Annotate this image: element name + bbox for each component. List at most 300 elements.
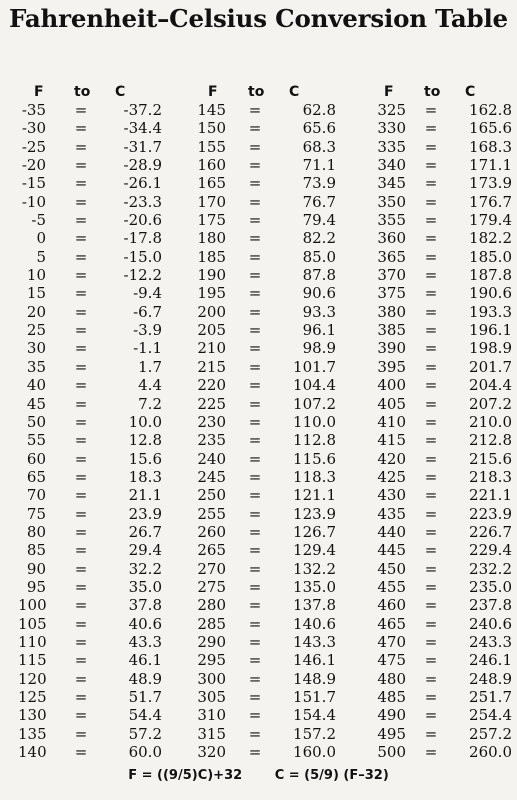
table-row [192,615,342,633]
equals-sign: = [248,321,262,340]
table-row [18,321,168,339]
equals-sign: = [424,357,438,376]
equals-sign: = [424,596,438,615]
table-row [368,688,517,706]
table-row [368,505,517,523]
header-c: C [289,84,300,100]
fahrenheit-value: 425 [377,467,406,486]
table-row [368,266,517,284]
fahrenheit-value: 70 [26,486,46,505]
celsius-value: 135.0 [293,577,336,596]
equals-sign: = [424,559,438,578]
fahrenheit-value: 75 [26,504,46,523]
conversion-rows [18,101,168,761]
celsius-value: 68.3 [302,137,336,156]
fahrenheit-value: 490 [377,706,406,725]
table-row [18,284,168,302]
fahrenheit-value: 220 [197,376,226,395]
table-row [368,229,517,247]
celsius-value: 207.2 [469,394,512,413]
celsius-value: 173.9 [469,174,512,193]
celsius-value: 243.3 [469,632,512,651]
fahrenheit-value: 245 [197,467,226,486]
header-to: to [74,84,91,100]
equals-sign: = [74,174,88,193]
equals-sign: = [74,559,88,578]
equals-sign: = [74,137,88,156]
table-row [18,211,168,229]
fahrenheit-value: 0 [36,229,46,248]
fahrenheit-value: 160 [197,156,226,175]
equals-sign: = [248,449,262,468]
fahrenheit-value: 20 [26,302,46,321]
fahrenheit-value: -25 [21,137,46,156]
fahrenheit-value: -10 [21,192,46,211]
celsius-value: 98.9 [302,339,336,358]
fahrenheit-value: -15 [21,174,46,193]
fahrenheit-value: 175 [197,211,226,230]
table-row [368,101,517,119]
table-row [192,541,342,559]
celsius-value: 165.6 [469,119,512,138]
equals-sign: = [248,192,262,211]
celsius-value: 248.9 [469,669,512,688]
fahrenheit-value: 105 [18,614,47,633]
equals-sign: = [248,211,262,230]
celsius-value: 204.4 [469,376,512,395]
equals-sign: = [74,743,88,762]
fahrenheit-value: 310 [197,706,226,725]
celsius-value: 65.6 [302,119,336,138]
celsius-value: 218.3 [469,467,512,486]
equals-sign: = [248,614,262,633]
fahrenheit-value: 65 [26,467,46,486]
table-row [18,358,168,376]
fahrenheit-value: 115 [18,651,47,670]
equals-sign: = [74,321,88,340]
table-row [368,248,517,266]
equals-sign: = [74,467,88,486]
fahrenheit-value: -5 [31,211,46,230]
fahrenheit-value: 360 [377,229,406,248]
celsius-value: -34.4 [123,119,162,138]
table-row [368,578,517,596]
celsius-value: 7.2 [138,394,162,413]
fahrenheit-value: 460 [377,596,406,615]
fahrenheit-value: 50 [26,412,46,431]
table-row [18,486,168,504]
equals-sign: = [248,156,262,175]
celsius-value: 215.6 [469,449,512,468]
fahrenheit-value: 130 [18,706,47,725]
celsius-value: 110.0 [293,412,336,431]
equals-sign: = [248,101,262,119]
table-row [18,633,168,651]
table-row [368,413,517,431]
fahrenheit-value: 315 [197,724,226,743]
fahrenheit-value: 485 [377,688,406,706]
table-row [192,284,342,302]
celsius-value: 76.7 [302,192,336,211]
equals-sign: = [74,504,88,523]
conversion-column-2 [192,84,342,761]
celsius-value: -9.4 [133,284,162,303]
fahrenheit-value: 185 [197,247,226,266]
conversion-column-3 [368,84,517,761]
celsius-value: 198.9 [469,339,512,358]
celsius-value: 21.1 [128,486,162,505]
equals-sign: = [424,137,438,156]
equals-sign: = [424,669,438,688]
celsius-value: 168.3 [469,137,512,156]
table-row [192,321,342,339]
celsius-value: -3.9 [133,321,162,340]
column-header [18,84,168,101]
fahrenheit-value: 155 [197,137,226,156]
fahrenheit-value: -35 [21,101,46,119]
table-row [18,706,168,724]
fahrenheit-value: 290 [197,632,226,651]
fahrenheit-value: 395 [377,357,406,376]
equals-sign: = [248,688,262,706]
celsius-value: 251.7 [469,688,512,706]
fahrenheit-value: 285 [197,614,226,633]
table-row [192,193,342,211]
table-row [368,156,517,174]
celsius-value: 257.2 [469,724,512,743]
equals-sign: = [74,247,88,266]
equals-sign: = [248,559,262,578]
celsius-value: 73.9 [302,174,336,193]
celsius-value: 121.1 [293,486,336,505]
fahrenheit-value: 370 [377,266,406,285]
celsius-value: 146.1 [293,651,336,670]
table-row [192,596,342,614]
celsius-value: 179.4 [469,211,512,230]
fahrenheit-value: 380 [377,302,406,321]
fahrenheit-value: 270 [197,559,226,578]
celsius-value: -37.2 [123,101,162,119]
equals-sign: = [248,486,262,505]
celsius-value: 40.6 [128,614,162,633]
fahrenheit-value: 215 [197,357,226,376]
equals-sign: = [248,376,262,395]
equals-sign: = [74,192,88,211]
fahrenheit-value: 300 [197,669,226,688]
celsius-value: -6.7 [133,302,162,321]
conversion-column-1 [18,84,168,761]
fahrenheit-value: 240 [197,449,226,468]
fahrenheit-value: 500 [377,743,406,762]
equals-sign: = [248,266,262,285]
fahrenheit-value: 445 [377,541,406,560]
fahrenheit-value: 375 [377,284,406,303]
equals-sign: = [74,541,88,560]
equals-sign: = [424,266,438,285]
table-row [192,138,342,156]
column-header [192,84,342,101]
table-row [18,119,168,137]
fahrenheit-value: 295 [197,651,226,670]
celsius-value: 223.9 [469,504,512,523]
celsius-value: 85.0 [302,247,336,266]
fahrenheit-value: 10 [26,266,46,285]
celsius-value: 237.8 [469,596,512,615]
equals-sign: = [74,614,88,633]
table-row [192,725,342,743]
fahrenheit-value: 495 [377,724,406,743]
equals-sign: = [248,541,262,560]
celsius-value: 123.9 [293,504,336,523]
table-row [18,523,168,541]
conversion-rows [192,101,342,761]
equals-sign: = [74,266,88,285]
header-to: to [248,84,265,100]
header-f: F [34,84,44,100]
fahrenheit-value: 260 [197,522,226,541]
fahrenheit-value: 235 [197,431,226,450]
celsius-value: 126.7 [293,522,336,541]
table-row [18,229,168,247]
equals-sign: = [248,431,262,450]
equals-sign: = [248,743,262,762]
celsius-value: 132.2 [293,559,336,578]
fahrenheit-value: 415 [377,431,406,450]
table-row [18,395,168,413]
formula-c-from-f: C = (5/9) (F–32) [274,768,389,783]
table-row [18,339,168,357]
fahrenheit-value: 230 [197,412,226,431]
fahrenheit-value: 145 [197,101,226,119]
header-f: F [208,84,218,100]
celsius-value: 18.3 [128,467,162,486]
table-row [192,119,342,137]
table-row [192,486,342,504]
celsius-value: 82.2 [302,229,336,248]
celsius-value: -12.2 [123,266,162,285]
equals-sign: = [74,119,88,138]
fahrenheit-value: 90 [26,559,46,578]
conversion-rows [368,101,517,761]
table-row [368,615,517,633]
fahrenheit-value: 60 [26,449,46,468]
equals-sign: = [74,376,88,395]
page-title: Fahrenheit–Celsius Conversion Table [9,4,508,33]
celsius-value: 118.3 [293,467,336,486]
celsius-value: 51.7 [128,688,162,706]
table-row [192,468,342,486]
table-row [18,303,168,321]
table-row [18,101,168,119]
celsius-value: 151.7 [293,688,336,706]
equals-sign: = [424,376,438,395]
fahrenheit-value: 305 [197,688,226,706]
equals-sign: = [248,522,262,541]
table-row [368,743,517,761]
celsius-value: 129.4 [293,541,336,560]
table-row [192,743,342,761]
celsius-value: 4.4 [138,376,162,395]
table-row [18,376,168,394]
fahrenheit-value: -20 [21,156,46,175]
equals-sign: = [74,632,88,651]
table-row [368,651,517,669]
table-row [18,688,168,706]
equals-sign: = [424,614,438,633]
table-row [18,193,168,211]
table-row [368,119,517,137]
celsius-value: 62.8 [302,101,336,119]
equals-sign: = [424,541,438,560]
fahrenheit-value: 275 [197,577,226,596]
table-row [368,138,517,156]
equals-sign: = [248,669,262,688]
equals-sign: = [74,522,88,541]
table-row [368,321,517,339]
celsius-value: 226.7 [469,522,512,541]
celsius-value: 260.0 [469,743,512,762]
equals-sign: = [74,156,88,175]
table-row [192,358,342,376]
table-row [192,248,342,266]
equals-sign: = [74,357,88,376]
equals-sign: = [248,412,262,431]
equals-sign: = [424,302,438,321]
fahrenheit-value: 45 [26,394,46,413]
equals-sign: = [424,321,438,340]
equals-sign: = [424,339,438,358]
equals-sign: = [424,688,438,706]
table-row [18,615,168,633]
table-row [368,376,517,394]
equals-sign: = [424,651,438,670]
table-row [368,450,517,468]
equals-sign: = [248,706,262,725]
celsius-value: 137.8 [293,596,336,615]
equals-sign: = [424,156,438,175]
fahrenheit-value: 420 [377,449,406,468]
fahrenheit-value: 365 [377,247,406,266]
equals-sign: = [424,192,438,211]
table-row [368,395,517,413]
fahrenheit-value: 450 [377,559,406,578]
celsius-value: 162.8 [469,101,512,119]
celsius-value: 37.8 [128,596,162,615]
table-row [192,633,342,651]
celsius-value: 10.0 [128,412,162,431]
celsius-value: -15.0 [123,247,162,266]
equals-sign: = [74,724,88,743]
table-row [192,688,342,706]
table-row [192,450,342,468]
table-row [368,431,517,449]
table-row [368,486,517,504]
celsius-value: 193.3 [469,302,512,321]
fahrenheit-value: 455 [377,577,406,596]
celsius-value: 93.3 [302,302,336,321]
fahrenheit-value: 475 [377,651,406,670]
table-row [368,174,517,192]
fahrenheit-value: 40 [26,376,46,395]
equals-sign: = [74,394,88,413]
fahrenheit-value: 405 [377,394,406,413]
table-row [192,670,342,688]
celsius-value: 1.7 [138,357,162,376]
fahrenheit-value: 400 [377,376,406,395]
table-row [18,743,168,761]
fahrenheit-value: 435 [377,504,406,523]
equals-sign: = [424,247,438,266]
fahrenheit-value: 165 [197,174,226,193]
fahrenheit-value: 385 [377,321,406,340]
equals-sign: = [74,577,88,596]
table-row [192,156,342,174]
fahrenheit-value: 200 [197,302,226,321]
table-row [368,523,517,541]
fahrenheit-value: 205 [197,321,226,340]
table-row [18,138,168,156]
table-row [18,174,168,192]
celsius-value: 26.7 [128,522,162,541]
table-row [18,431,168,449]
fahrenheit-value: 110 [18,632,47,651]
table-row [192,578,342,596]
formula-f-from-c: F = ((9/5)C)+32 [128,768,243,783]
celsius-value: 54.4 [128,706,162,725]
celsius-value: -17.8 [123,229,162,248]
fahrenheit-value: 255 [197,504,226,523]
fahrenheit-value: 25 [26,321,46,340]
fahrenheit-value: 225 [197,394,226,413]
fahrenheit-value: 85 [26,541,46,560]
celsius-value: 32.2 [128,559,162,578]
equals-sign: = [248,577,262,596]
celsius-value: 201.7 [469,357,512,376]
fahrenheit-value: 410 [377,412,406,431]
celsius-value: 210.0 [469,412,512,431]
fahrenheit-value: 390 [377,339,406,358]
fahrenheit-value: 325 [377,101,406,119]
fahrenheit-value: 135 [18,724,47,743]
celsius-value: 107.2 [293,394,336,413]
equals-sign: = [74,669,88,688]
celsius-value: -1.1 [133,339,162,358]
celsius-value: 71.1 [302,156,336,175]
table-row [192,266,342,284]
equals-sign: = [248,651,262,670]
table-row [18,248,168,266]
fahrenheit-value: 330 [377,119,406,138]
table-row [18,505,168,523]
equals-sign: = [424,101,438,119]
fahrenheit-value: 95 [26,577,46,596]
equals-sign: = [424,706,438,725]
table-row [192,339,342,357]
equals-sign: = [424,412,438,431]
celsius-value: 212.8 [469,431,512,450]
fahrenheit-value: 170 [197,192,226,211]
header-c: C [115,84,126,100]
equals-sign: = [74,651,88,670]
celsius-value: 43.3 [128,632,162,651]
table-row [368,211,517,229]
table-row [192,229,342,247]
equals-sign: = [424,504,438,523]
celsius-value: 154.4 [293,706,336,725]
table-row [18,156,168,174]
celsius-value: 187.8 [469,266,512,285]
equals-sign: = [74,101,88,119]
